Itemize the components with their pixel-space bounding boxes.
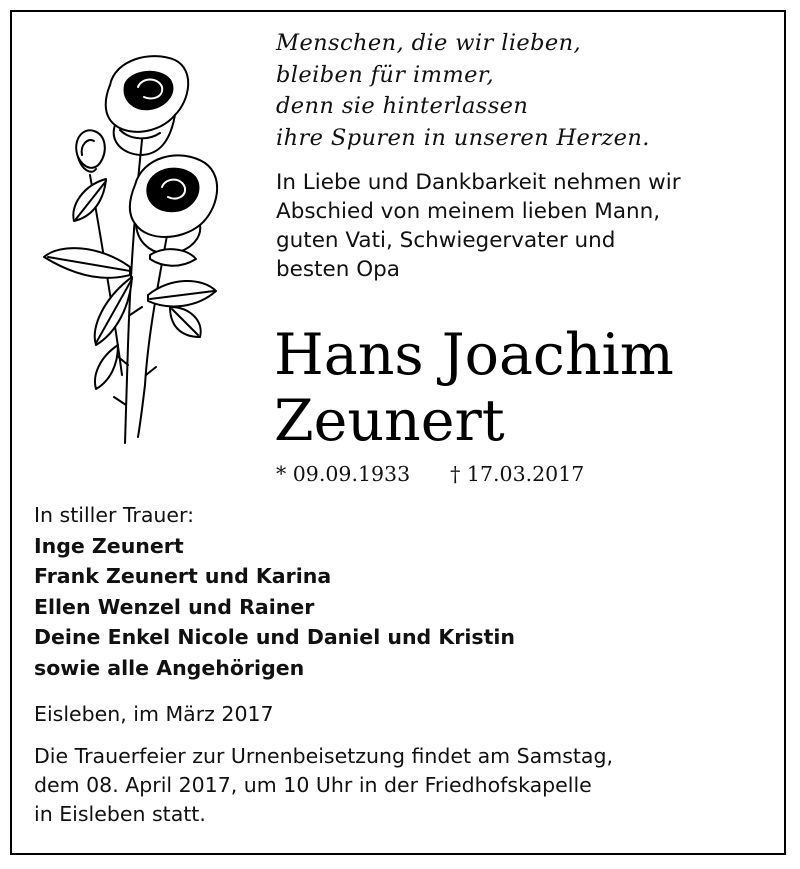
birth-date: * 09.09.1933 <box>276 462 411 486</box>
ceremony-line: Die Trauerfeier zur Urnenbeisetzung findet am Samstag, <box>34 744 614 768</box>
farewell-line: besten Opa <box>276 257 400 282</box>
poem-verse <box>276 28 650 154</box>
deceased-surname: Zeunert <box>274 388 505 454</box>
ceremony-line: in Eisleben statt. <box>34 802 206 826</box>
ceremony-line: dem 08. April 2017, um 10 Uhr in der Friedhofskapelle <box>34 773 592 797</box>
ceremony-notice <box>34 742 613 829</box>
poem-line: ihre Spuren in unseren Herzen. <box>276 124 650 151</box>
mourner-name: Frank Zeunert und Karina <box>34 564 332 588</box>
rose-illustration-icon <box>30 45 230 455</box>
mourner-name: sowie alle Angehörigen <box>34 655 305 680</box>
deceased-name <box>274 322 674 454</box>
death-date: † 17.03.2017 <box>450 462 585 486</box>
farewell-line: guten Vati, Schwiegervater und <box>276 228 616 253</box>
life-dates <box>276 460 584 488</box>
poem-line: Menschen, die wir lieben, <box>276 30 582 56</box>
poem-line: bleiben für immer, <box>276 61 495 88</box>
mourner-name: Inge Zeunert <box>34 533 184 558</box>
poem-line: denn sie hinterlassen <box>276 93 529 119</box>
farewell-line: In Liebe und Dankbarkeit nehmen wir <box>276 170 681 195</box>
place-and-date: Eisleben, im März 2017 <box>34 702 274 726</box>
mourner-name: Deine Enkel Nicole und Daniel und Kristin <box>34 625 515 649</box>
deceased-first-names: Hans Joachim <box>274 322 674 388</box>
farewell-line: Abschied von meinem lieben Mann, <box>276 199 661 224</box>
mourner-name: Ellen Wenzel und Rainer <box>34 594 315 619</box>
farewell-text <box>276 168 681 284</box>
mourners-heading: In stiller Trauer: <box>34 503 194 527</box>
mourners-block <box>34 500 515 683</box>
